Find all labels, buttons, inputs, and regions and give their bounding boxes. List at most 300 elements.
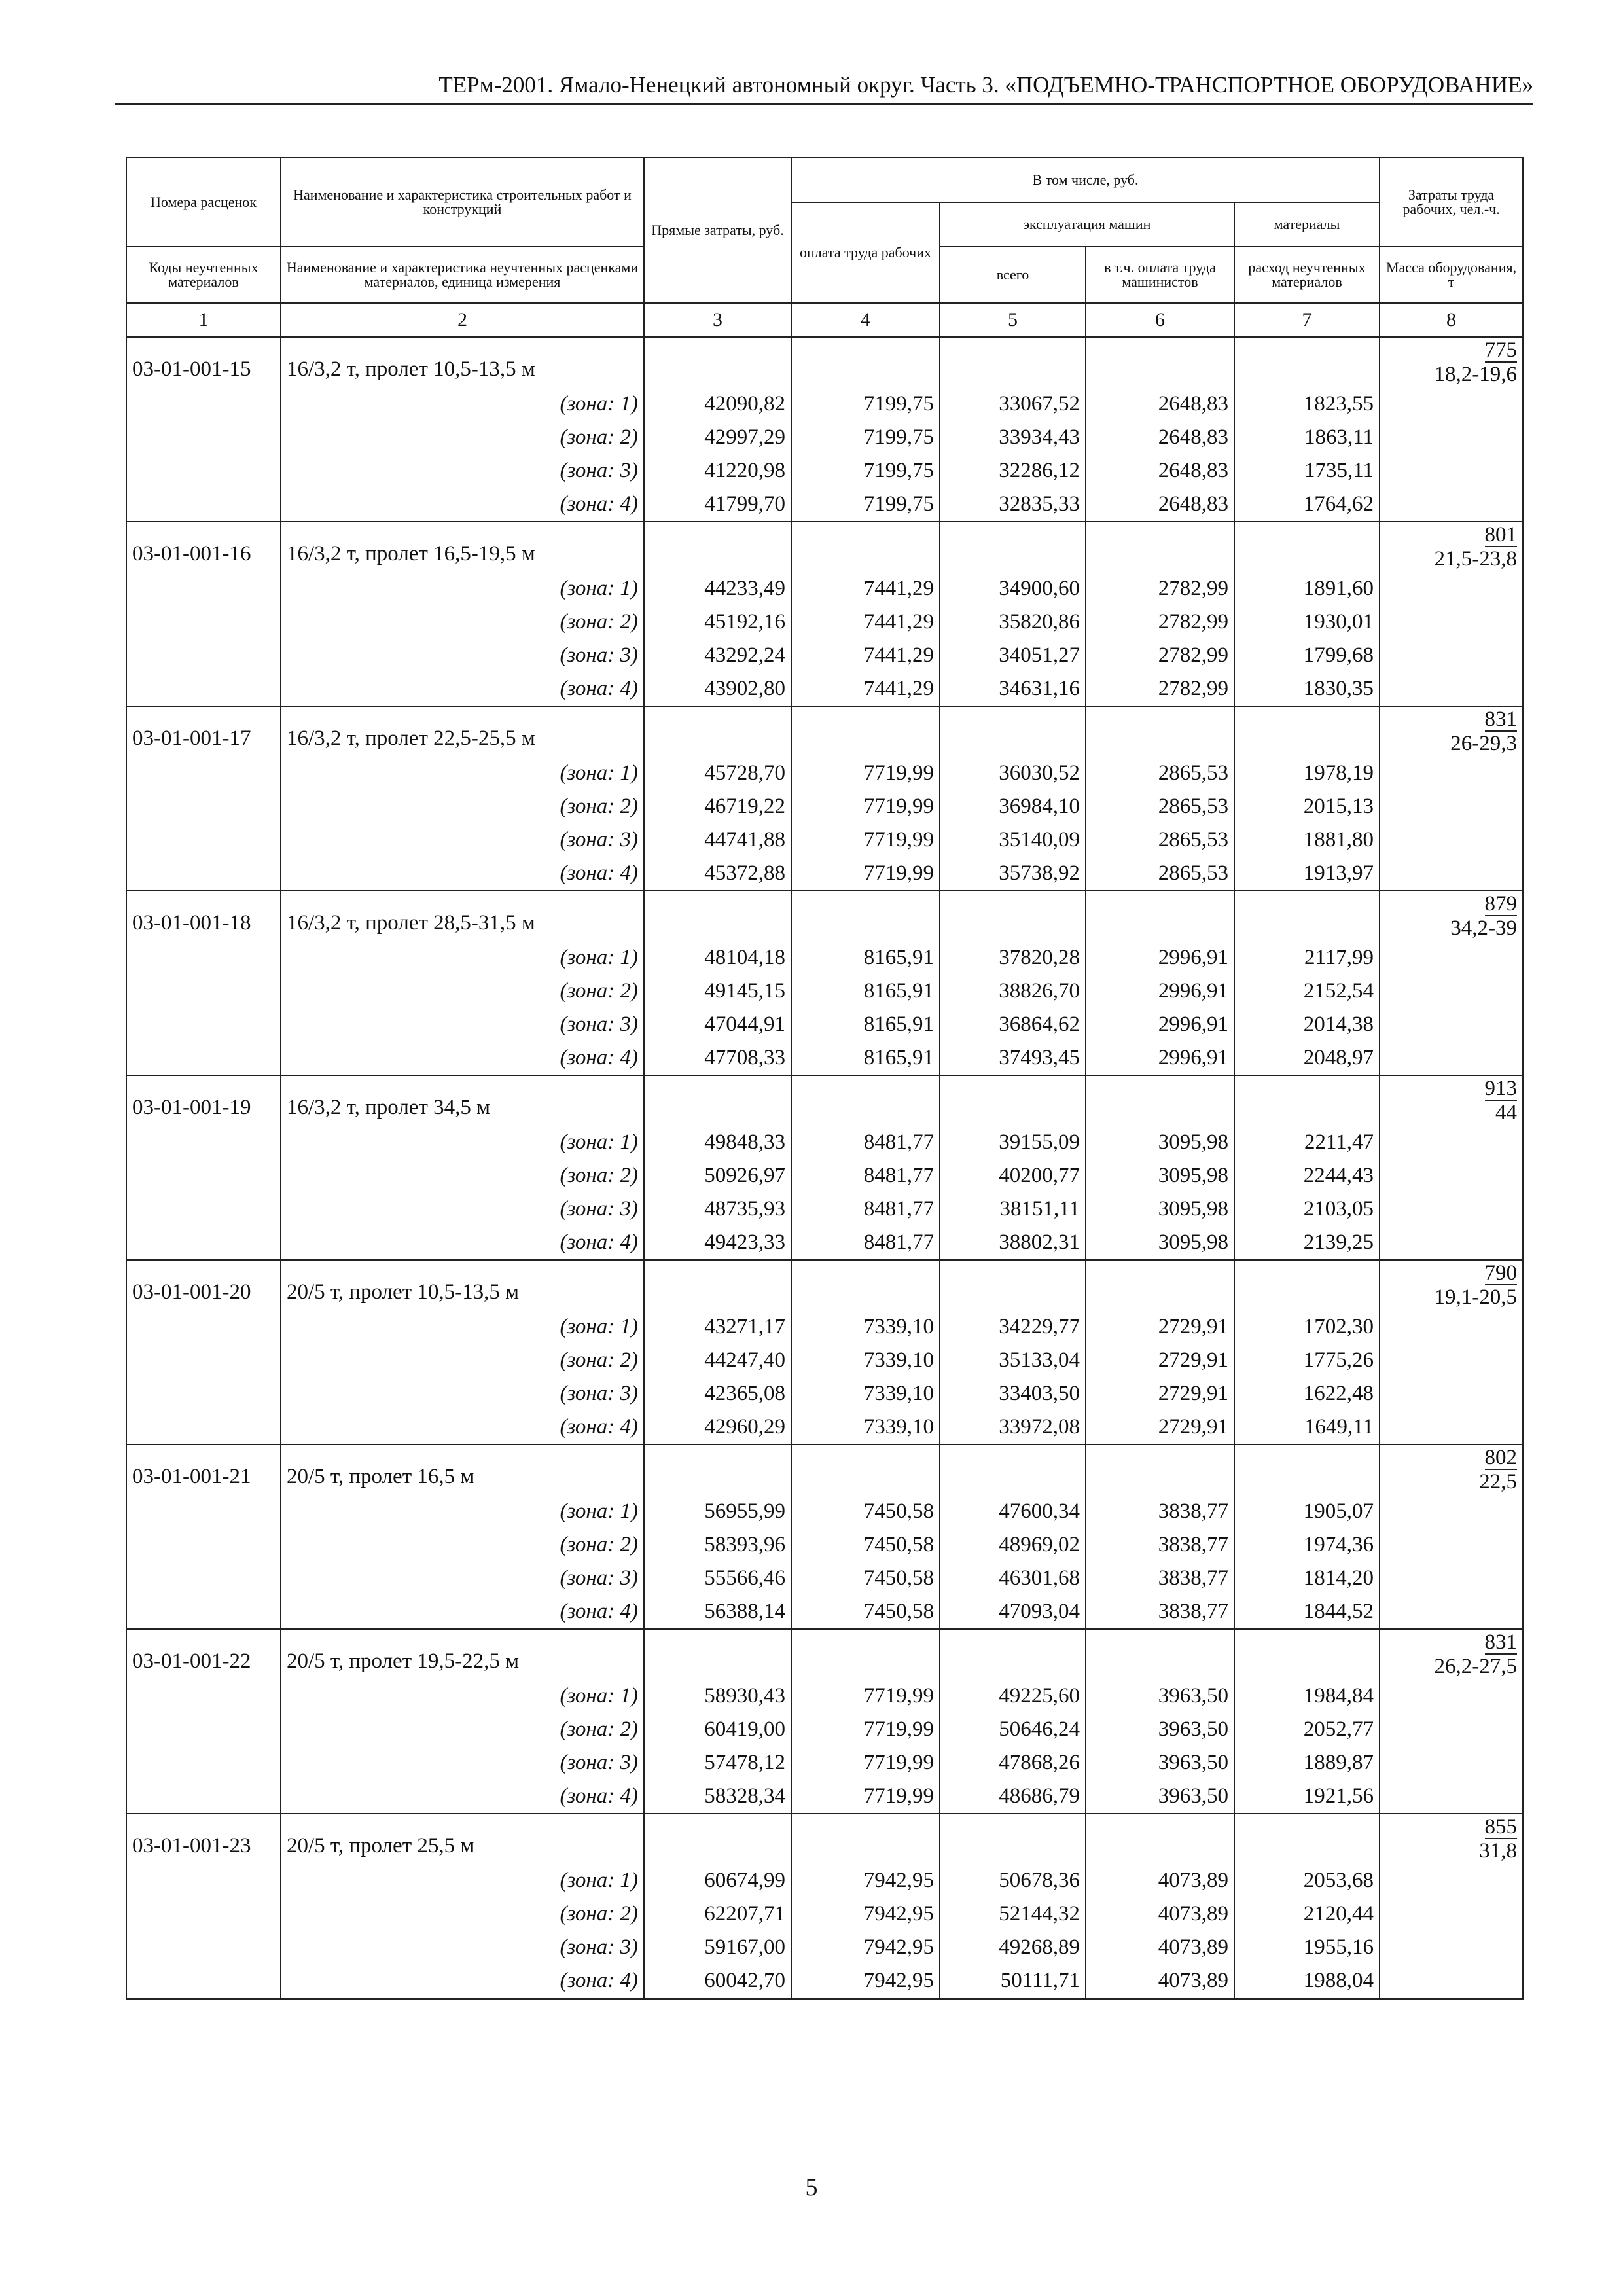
empty-cell <box>126 1864 281 1897</box>
materials-value: 2244,43 <box>1234 1159 1380 1193</box>
direct-costs-value: 45372,88 <box>644 857 791 891</box>
empty-cell <box>940 522 1086 572</box>
labor-pay-value: 7942,95 <box>791 1931 940 1964</box>
machinists-pay-value: 2648,83 <box>1086 454 1234 488</box>
materials-value: 2120,44 <box>1234 1897 1380 1931</box>
labor-costs-value: 831 <box>1484 1630 1518 1654</box>
zone-label: (зона: 4) <box>281 857 644 891</box>
machinists-pay-value: 4073,89 <box>1086 1964 1234 1999</box>
labor-pay-value: 7719,99 <box>791 757 940 790</box>
zone-row <box>126 1495 1523 1528</box>
zone-label: (зона: 3) <box>281 823 644 857</box>
zone-row <box>126 639 1523 672</box>
zone-label: (зона: 4) <box>281 1780 644 1814</box>
direct-costs-value: 44233,49 <box>644 572 791 605</box>
empty-cell <box>126 1679 281 1713</box>
empty-cell <box>1234 337 1380 387</box>
equipment-mass-value: 44 <box>1495 1101 1518 1124</box>
empty-cell <box>1234 706 1380 757</box>
machines-total-value: 35820,86 <box>940 605 1086 639</box>
rate-code: 03-01-001-21 <box>126 1444 281 1495</box>
empty-cell <box>1086 1075 1234 1126</box>
direct-costs-value: 56955,99 <box>644 1495 791 1528</box>
empty-cell <box>644 891 791 941</box>
direct-costs-value: 50926,97 <box>644 1159 791 1193</box>
zone-row <box>126 1595 1523 1629</box>
rate-name: 20/5 т, пролет 16,5 м <box>281 1444 644 1495</box>
materials-value: 1930,01 <box>1234 605 1380 639</box>
zone-row <box>126 1897 1523 1931</box>
zone-label: (зона: 4) <box>281 1410 644 1444</box>
empty-cell <box>126 488 281 522</box>
materials-value: 2117,99 <box>1234 941 1380 975</box>
empty-cell <box>126 1344 281 1377</box>
empty-cell <box>1086 1444 1234 1495</box>
rate-code: 03-01-001-16 <box>126 522 281 572</box>
materials-value: 1799,68 <box>1234 639 1380 672</box>
empty-cell <box>791 1444 940 1495</box>
machinists-pay-value: 2782,99 <box>1086 605 1234 639</box>
materials-value: 1764,62 <box>1234 488 1380 522</box>
direct-costs-value: 42090,82 <box>644 387 791 421</box>
labor-costs-value: 913 <box>1484 1077 1518 1100</box>
labor-pay-value: 7441,29 <box>791 605 940 639</box>
direct-costs-value: 41799,70 <box>644 488 791 522</box>
empty-cell <box>644 337 791 387</box>
labor-costs-value: 801 <box>1484 523 1518 547</box>
materials-value: 2052,77 <box>1234 1713 1380 1746</box>
direct-costs-value: 60674,99 <box>644 1864 791 1897</box>
machinists-pay-value: 4073,89 <box>1086 1864 1234 1897</box>
empty-cell <box>940 1075 1086 1126</box>
empty-cell <box>791 1260 940 1310</box>
rate-group <box>126 891 1523 1075</box>
machinists-pay-value: 3963,50 <box>1086 1679 1234 1713</box>
empty-cell <box>126 1126 281 1159</box>
rate-name: 16/3,2 т, пролет 22,5-25,5 м <box>281 706 644 757</box>
zone-row <box>126 488 1523 522</box>
zone-label: (зона: 1) <box>281 1126 644 1159</box>
empty-cell <box>126 1410 281 1444</box>
zone-label: (зона: 1) <box>281 572 644 605</box>
empty-cell <box>791 1629 940 1679</box>
header-name-materials: Наименование и характеристика неучтенных расценками материалов, единица измерения <box>281 247 644 303</box>
rate-name: 20/5 т, пролет 19,5-22,5 м <box>281 1629 644 1679</box>
labor-pay-value: 7339,10 <box>791 1377 940 1410</box>
empty-cell <box>126 975 281 1008</box>
machines-total-value: 37820,28 <box>940 941 1086 975</box>
empty-cell <box>126 1159 281 1193</box>
materials-value: 1889,87 <box>1234 1746 1380 1780</box>
zone-row <box>126 1226 1523 1260</box>
zone-row <box>126 1931 1523 1964</box>
empty-cell <box>1234 522 1380 572</box>
rate-title-row <box>126 706 1523 757</box>
machinists-pay-value: 3838,77 <box>1086 1528 1234 1562</box>
header-name: Наименование и характеристика строительных работ и конструкций <box>281 158 644 247</box>
rate-code: 03-01-001-23 <box>126 1814 281 1864</box>
machinists-pay-value: 3963,50 <box>1086 1713 1234 1746</box>
zone-label: (зона: 1) <box>281 387 644 421</box>
labor-pay-value: 8165,91 <box>791 1041 940 1075</box>
rate-name: 16/3,2 т, пролет 10,5-13,5 м <box>281 337 644 387</box>
machines-total-value: 35140,09 <box>940 823 1086 857</box>
rate-group <box>126 706 1523 891</box>
machines-total-value: 32835,33 <box>940 488 1086 522</box>
labor-pay-value: 7719,99 <box>791 1713 940 1746</box>
labor-pay-value: 7339,10 <box>791 1344 940 1377</box>
labor-mass-cell <box>1380 522 1523 706</box>
zone-label: (зона: 4) <box>281 672 644 706</box>
labor-costs-value: 831 <box>1484 708 1518 731</box>
rate-title-row <box>126 522 1523 572</box>
rate-title-row <box>126 1444 1523 1495</box>
equipment-mass-value: 18,2-19,6 <box>1434 363 1518 386</box>
machinists-pay-value: 4073,89 <box>1086 1931 1234 1964</box>
empty-cell <box>644 522 791 572</box>
direct-costs-value: 62207,71 <box>644 1897 791 1931</box>
labor-pay-value: 7199,75 <box>791 387 940 421</box>
rate-name: 20/5 т, пролет 25,5 м <box>281 1814 644 1864</box>
machines-total-value: 47093,04 <box>940 1595 1086 1629</box>
machines-total-value: 39155,09 <box>940 1126 1086 1159</box>
labor-pay-value: 7199,75 <box>791 454 940 488</box>
machines-total-value: 36984,10 <box>940 790 1086 823</box>
materials-value: 2048,97 <box>1234 1041 1380 1075</box>
header-labor-pay: оплата труда рабочих <box>791 202 940 303</box>
zone-row <box>126 1562 1523 1595</box>
empty-cell <box>126 605 281 639</box>
zone-row <box>126 1041 1523 1075</box>
machinists-pay-value: 3095,98 <box>1086 1159 1234 1193</box>
rate-title-row <box>126 1260 1523 1310</box>
machinists-pay-value: 2865,53 <box>1086 757 1234 790</box>
labor-pay-value: 8481,77 <box>791 1226 940 1260</box>
machinists-pay-value: 2782,99 <box>1086 672 1234 706</box>
rate-code: 03-01-001-15 <box>126 337 281 387</box>
zone-row <box>126 857 1523 891</box>
empty-cell <box>126 1964 281 1999</box>
empty-cell <box>126 1377 281 1410</box>
machinists-pay-value: 2865,53 <box>1086 857 1234 891</box>
zone-row <box>126 572 1523 605</box>
direct-costs-value: 47044,91 <box>644 1008 791 1041</box>
zone-row <box>126 1159 1523 1193</box>
empty-cell <box>940 1444 1086 1495</box>
equipment-mass-value: 34,2-39 <box>1450 916 1518 940</box>
empty-cell <box>644 1075 791 1126</box>
empty-cell <box>126 454 281 488</box>
header-labor-costs: Затраты труда рабочих, чел.-ч. <box>1380 158 1523 247</box>
direct-costs-value: 42997,29 <box>644 421 791 454</box>
zone-row <box>126 387 1523 421</box>
zone-label: (зона: 3) <box>281 1008 644 1041</box>
zone-label: (зона: 3) <box>281 1746 644 1780</box>
empty-cell <box>126 1897 281 1931</box>
empty-cell <box>126 1562 281 1595</box>
zone-label: (зона: 1) <box>281 941 644 975</box>
labor-pay-value: 7441,29 <box>791 672 940 706</box>
machinists-pay-value: 2865,53 <box>1086 823 1234 857</box>
machinists-pay-value: 2996,91 <box>1086 941 1234 975</box>
direct-costs-value: 42365,08 <box>644 1377 791 1410</box>
zone-row <box>126 1008 1523 1041</box>
labor-pay-value: 7441,29 <box>791 572 940 605</box>
machines-total-value: 33934,43 <box>940 421 1086 454</box>
machines-total-value: 37493,45 <box>940 1041 1086 1075</box>
empty-cell <box>644 1444 791 1495</box>
labor-pay-value: 7719,99 <box>791 1746 940 1780</box>
zone-row <box>126 1679 1523 1713</box>
zone-label: (зона: 1) <box>281 1310 644 1344</box>
equipment-mass-value: 19,1-20,5 <box>1434 1285 1518 1309</box>
header-equipment-mass: Масса оборудования, т <box>1380 247 1523 303</box>
machinists-pay-value: 2729,91 <box>1086 1410 1234 1444</box>
machinists-pay-value: 3963,50 <box>1086 1780 1234 1814</box>
materials-value: 1735,11 <box>1234 454 1380 488</box>
zone-row <box>126 421 1523 454</box>
empty-cell <box>644 1814 791 1864</box>
machinists-pay-value: 3095,98 <box>1086 1126 1234 1159</box>
zone-row <box>126 1964 1523 1999</box>
materials-value: 1814,20 <box>1234 1562 1380 1595</box>
empty-cell <box>791 706 940 757</box>
direct-costs-value: 43271,17 <box>644 1310 791 1344</box>
labor-costs-value: 775 <box>1484 338 1518 362</box>
materials-value: 2014,38 <box>1234 1008 1380 1041</box>
zone-label: (зона: 4) <box>281 1041 644 1075</box>
zone-label: (зона: 2) <box>281 1897 644 1931</box>
machines-total-value: 36030,52 <box>940 757 1086 790</box>
materials-value: 1823,55 <box>1234 387 1380 421</box>
zone-row <box>126 1410 1523 1444</box>
machines-total-value: 49268,89 <box>940 1931 1086 1964</box>
empty-cell <box>940 1260 1086 1310</box>
labor-mass-cell <box>1380 337 1523 522</box>
machines-total-value: 33972,08 <box>940 1410 1086 1444</box>
rate-title-row <box>126 1814 1523 1864</box>
labor-mass-cell <box>1380 891 1523 1075</box>
materials-value: 2211,47 <box>1234 1126 1380 1159</box>
header-including: В том числе, руб. <box>791 158 1380 202</box>
empty-cell <box>126 1193 281 1226</box>
labor-pay-value: 7199,75 <box>791 421 940 454</box>
zone-label: (зона: 1) <box>281 1495 644 1528</box>
header-codes: Коды неучтенных материалов <box>126 247 281 303</box>
machines-total-value: 46301,68 <box>940 1562 1086 1595</box>
materials-value: 1974,36 <box>1234 1528 1380 1562</box>
direct-costs-value: 42960,29 <box>644 1410 791 1444</box>
direct-costs-value: 58328,34 <box>644 1780 791 1814</box>
empty-cell <box>126 1931 281 1964</box>
machinists-pay-value: 2729,91 <box>1086 1377 1234 1410</box>
equipment-mass-value: 22,5 <box>1479 1470 1518 1494</box>
machines-total-value: 34631,16 <box>940 672 1086 706</box>
empty-cell <box>644 1260 791 1310</box>
labor-pay-value: 7719,99 <box>791 1780 940 1814</box>
machines-total-value: 33067,52 <box>940 387 1086 421</box>
empty-cell <box>1086 1814 1234 1864</box>
machines-total-value: 49225,60 <box>940 1679 1086 1713</box>
empty-cell <box>126 790 281 823</box>
labor-pay-value: 7450,58 <box>791 1562 940 1595</box>
zone-row <box>126 1713 1523 1746</box>
rate-group <box>126 522 1523 706</box>
labor-pay-value: 7942,95 <box>791 1964 940 1999</box>
machines-total-value: 40200,77 <box>940 1159 1086 1193</box>
empty-cell <box>1086 1629 1234 1679</box>
machines-total-value: 48969,02 <box>940 1528 1086 1562</box>
empty-cell <box>126 823 281 857</box>
rate-code: 03-01-001-17 <box>126 706 281 757</box>
materials-value: 1891,60 <box>1234 572 1380 605</box>
rate-name: 20/5 т, пролет 10,5-13,5 м <box>281 1260 644 1310</box>
empty-cell <box>1234 1444 1380 1495</box>
empty-cell <box>126 1746 281 1780</box>
materials-value: 2139,25 <box>1234 1226 1380 1260</box>
empty-cell <box>126 639 281 672</box>
header-numbers: Номера расценок <box>126 158 281 247</box>
header-machine-ops: эксплуатация машин <box>940 202 1234 247</box>
labor-pay-value: 7719,99 <box>791 857 940 891</box>
direct-costs-value: 44247,40 <box>644 1344 791 1377</box>
zone-row <box>126 454 1523 488</box>
labor-pay-value: 8481,77 <box>791 1159 940 1193</box>
empty-cell <box>1086 1260 1234 1310</box>
machinists-pay-value: 3838,77 <box>1086 1562 1234 1595</box>
labor-pay-value: 8481,77 <box>791 1193 940 1226</box>
machinists-pay-value: 2996,91 <box>1086 1008 1234 1041</box>
machinists-pay-value: 2865,53 <box>1086 790 1234 823</box>
column-number: 6 <box>1086 303 1234 337</box>
zone-row <box>126 941 1523 975</box>
zone-label: (зона: 2) <box>281 975 644 1008</box>
zone-label: (зона: 2) <box>281 1159 644 1193</box>
empty-cell <box>126 672 281 706</box>
empty-cell <box>126 857 281 891</box>
machinists-pay-value: 2648,83 <box>1086 421 1234 454</box>
direct-costs-value: 43902,80 <box>644 672 791 706</box>
machines-total-value: 33403,50 <box>940 1377 1086 1410</box>
labor-pay-value: 7339,10 <box>791 1310 940 1344</box>
zone-label: (зона: 3) <box>281 1931 644 1964</box>
empty-cell <box>1234 1075 1380 1126</box>
materials-value: 1955,16 <box>1234 1931 1380 1964</box>
labor-pay-value: 7339,10 <box>791 1410 940 1444</box>
machinists-pay-value: 2782,99 <box>1086 572 1234 605</box>
rate-code: 03-01-001-18 <box>126 891 281 941</box>
machines-total-value: 34051,27 <box>940 639 1086 672</box>
direct-costs-value: 44741,88 <box>644 823 791 857</box>
empty-cell <box>126 1495 281 1528</box>
rate-title-row <box>126 1629 1523 1679</box>
table-header <box>126 158 1523 337</box>
materials-value: 2015,13 <box>1234 790 1380 823</box>
rate-group <box>126 1814 1523 1999</box>
labor-pay-value: 8165,91 <box>791 941 940 975</box>
rate-code: 03-01-001-22 <box>126 1629 281 1679</box>
materials-value: 1921,56 <box>1234 1780 1380 1814</box>
direct-costs-value: 49423,33 <box>644 1226 791 1260</box>
materials-value: 1649,11 <box>1234 1410 1380 1444</box>
direct-costs-value: 48104,18 <box>644 941 791 975</box>
zone-row <box>126 1864 1523 1897</box>
rate-code: 03-01-001-20 <box>126 1260 281 1310</box>
empty-cell <box>126 387 281 421</box>
direct-costs-value: 58393,96 <box>644 1528 791 1562</box>
machines-total-value: 38826,70 <box>940 975 1086 1008</box>
header-total: всего <box>940 247 1086 303</box>
empty-cell <box>791 337 940 387</box>
machines-total-value: 34900,60 <box>940 572 1086 605</box>
materials-value: 1830,35 <box>1234 672 1380 706</box>
zone-label: (зона: 1) <box>281 757 644 790</box>
labor-pay-value: 7719,99 <box>791 1679 940 1713</box>
empty-cell <box>791 522 940 572</box>
labor-mass-cell <box>1380 1629 1523 1814</box>
machines-total-value: 36864,62 <box>940 1008 1086 1041</box>
machinists-pay-value: 2782,99 <box>1086 639 1234 672</box>
machines-total-value: 50111,71 <box>940 1964 1086 1999</box>
zone-label: (зона: 1) <box>281 1679 644 1713</box>
zone-row <box>126 1528 1523 1562</box>
equipment-mass-value: 26,2-27,5 <box>1434 1655 1518 1678</box>
direct-costs-value: 48735,93 <box>644 1193 791 1226</box>
zone-label: (зона: 4) <box>281 488 644 522</box>
direct-costs-value: 43292,24 <box>644 639 791 672</box>
direct-costs-value: 60042,70 <box>644 1964 791 1999</box>
zone-label: (зона: 4) <box>281 1595 644 1629</box>
zone-row <box>126 1780 1523 1814</box>
machines-total-value: 50646,24 <box>940 1713 1086 1746</box>
labor-costs-value: 802 <box>1484 1446 1518 1469</box>
empty-cell <box>644 706 791 757</box>
zone-label: (зона: 3) <box>281 454 644 488</box>
machinists-pay-value: 2996,91 <box>1086 975 1234 1008</box>
materials-value: 1863,11 <box>1234 421 1380 454</box>
empty-cell <box>126 1595 281 1629</box>
empty-cell <box>1086 337 1234 387</box>
machinists-pay-value: 2729,91 <box>1086 1310 1234 1344</box>
machines-total-value: 47868,26 <box>940 1746 1086 1780</box>
zone-label: (зона: 3) <box>281 639 644 672</box>
empty-cell <box>791 1814 940 1864</box>
labor-costs-value: 879 <box>1484 892 1518 916</box>
direct-costs-value: 58930,43 <box>644 1679 791 1713</box>
materials-value: 1622,48 <box>1234 1377 1380 1410</box>
empty-cell <box>940 337 1086 387</box>
direct-costs-value: 55566,46 <box>644 1562 791 1595</box>
zone-label: (зона: 3) <box>281 1562 644 1595</box>
zone-row <box>126 1344 1523 1377</box>
labor-mass-cell <box>1380 1260 1523 1444</box>
empty-cell <box>126 572 281 605</box>
labor-mass-cell <box>1380 706 1523 891</box>
empty-cell <box>126 1528 281 1562</box>
empty-cell <box>1234 1814 1380 1864</box>
column-number: 8 <box>1380 303 1523 337</box>
rate-group <box>126 1075 1523 1260</box>
materials-value: 1881,80 <box>1234 823 1380 857</box>
empty-cell <box>791 891 940 941</box>
materials-value: 1702,30 <box>1234 1310 1380 1344</box>
direct-costs-value: 45728,70 <box>644 757 791 790</box>
empty-cell <box>126 1041 281 1075</box>
materials-value: 1905,07 <box>1234 1495 1380 1528</box>
direct-costs-value: 47708,33 <box>644 1041 791 1075</box>
labor-mass-cell <box>1380 1814 1523 1999</box>
direct-costs-value: 49145,15 <box>644 975 791 1008</box>
